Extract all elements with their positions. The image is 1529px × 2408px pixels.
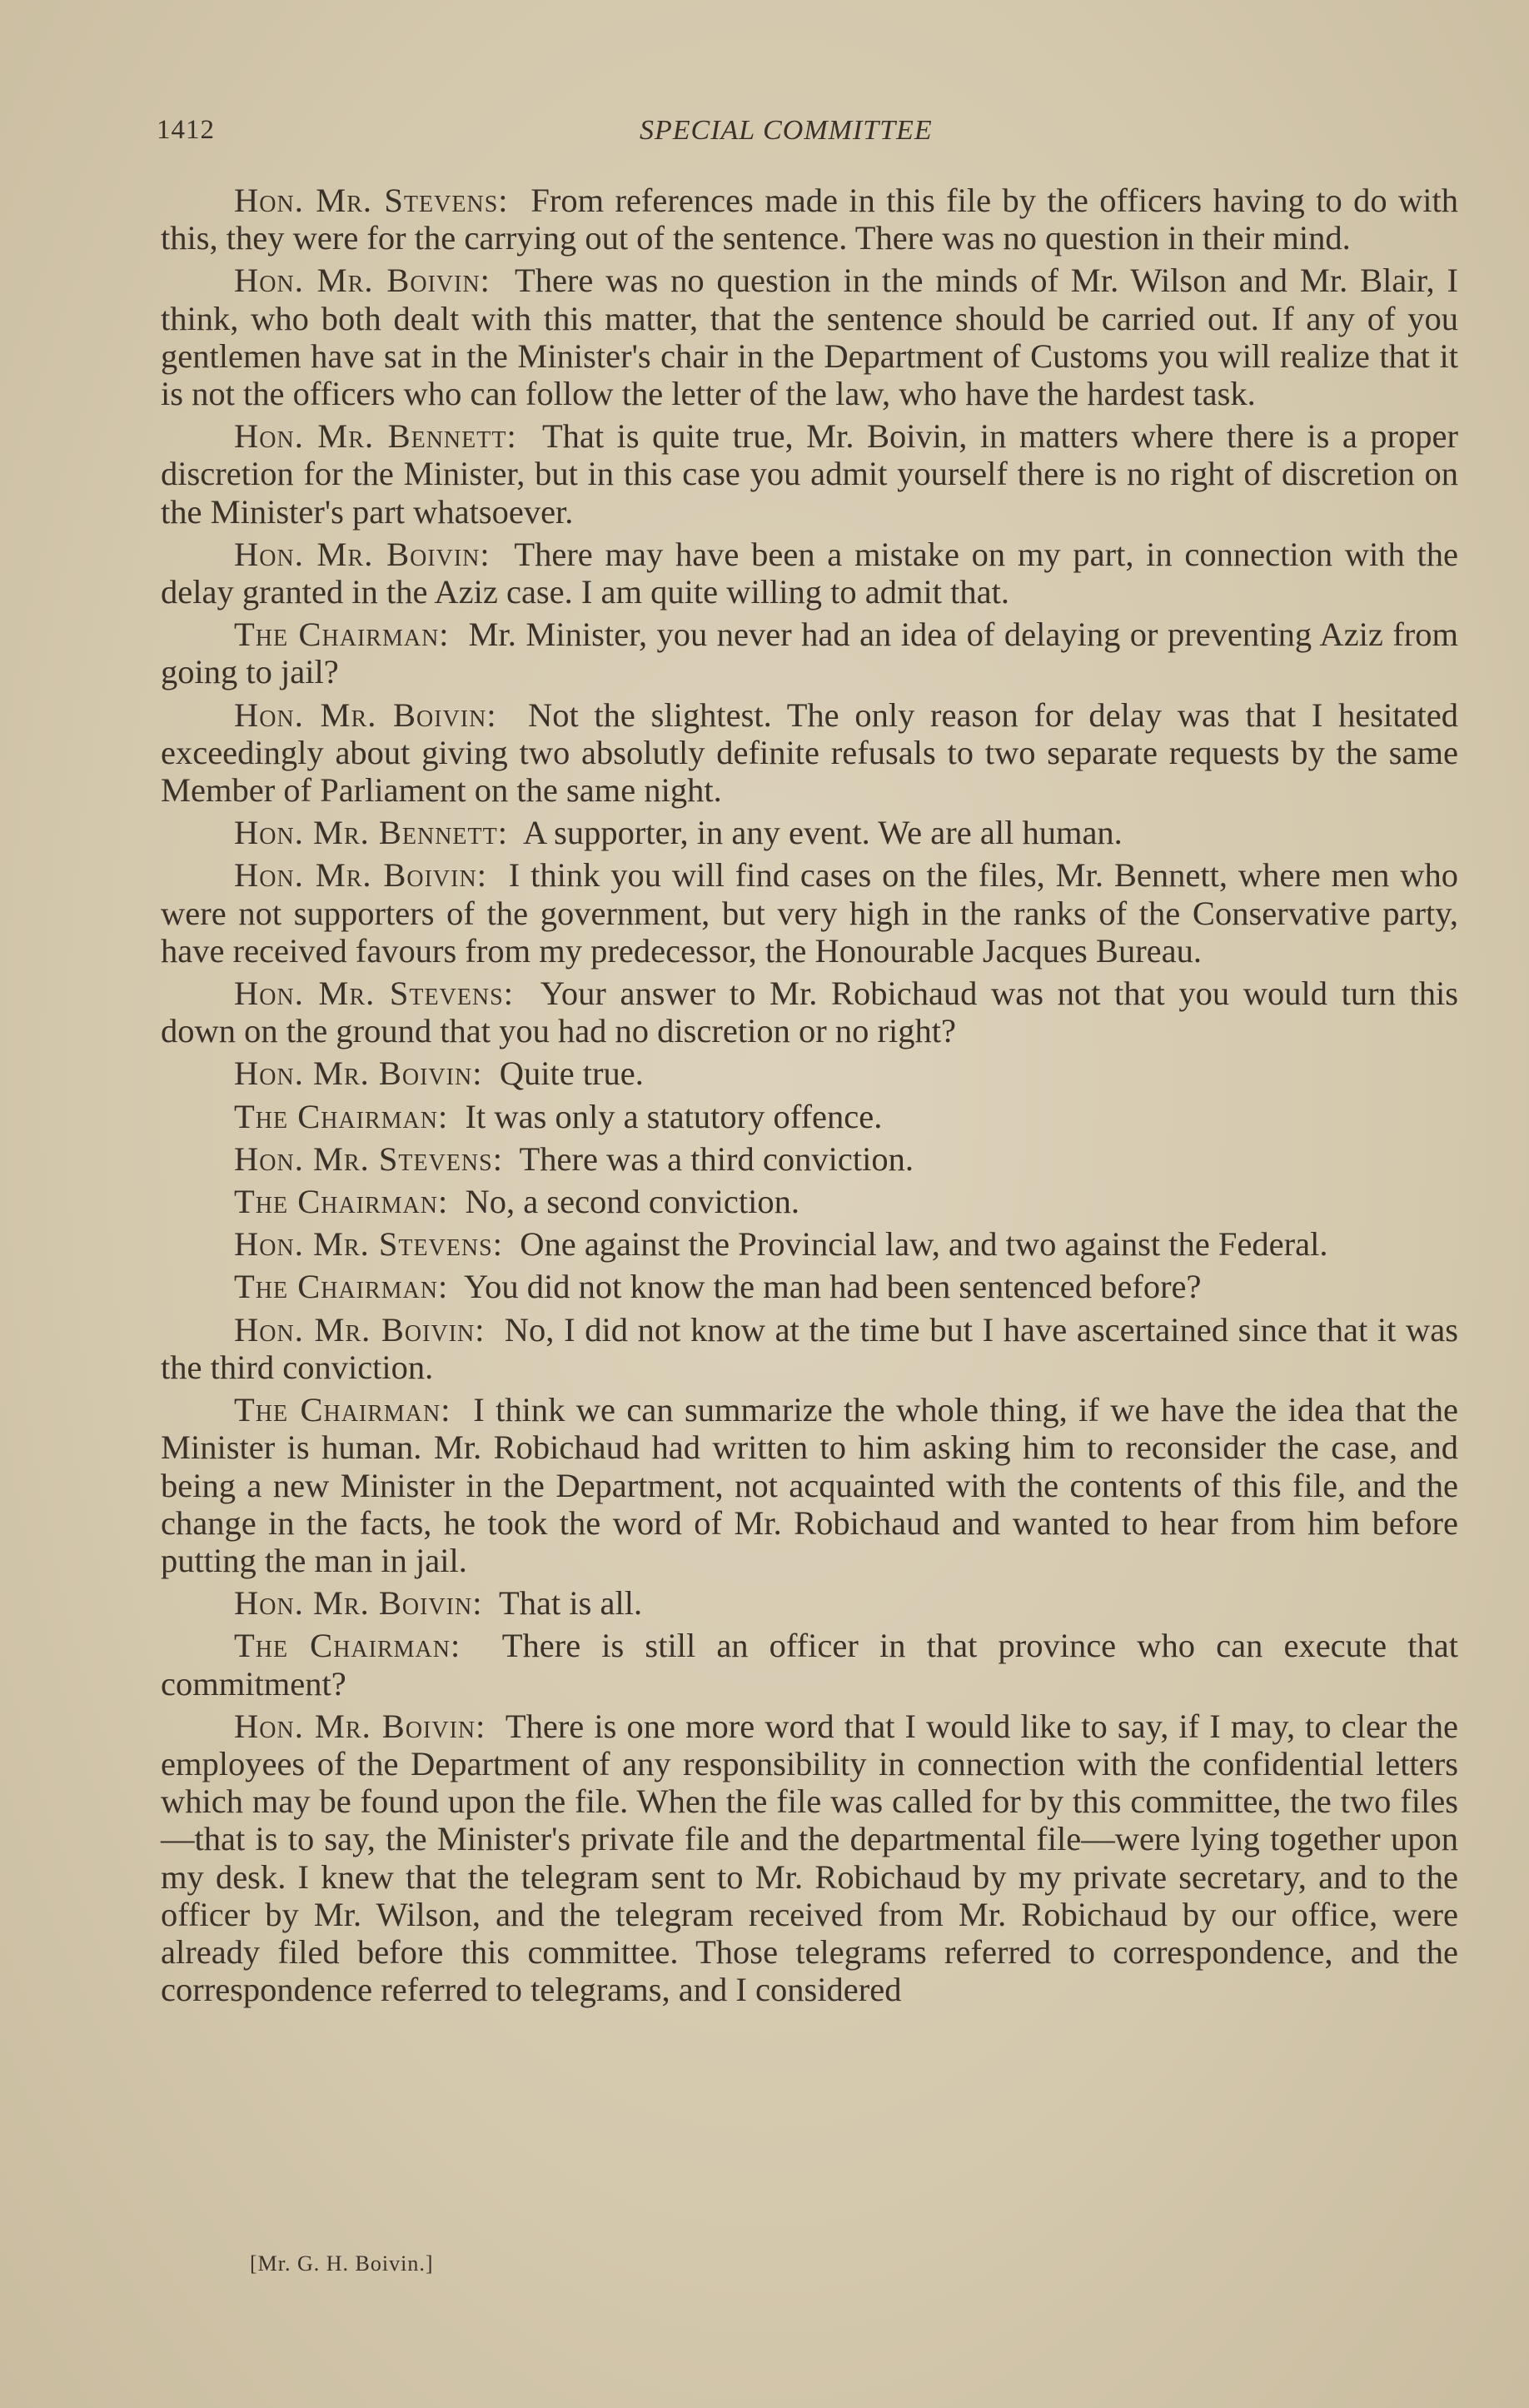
speaker-name: Hon. Mr. Stevens:	[234, 1139, 503, 1178]
speech-text: It was only a statutory offence.	[465, 1097, 883, 1135]
paragraph	[161, 417, 1458, 531]
speaker-name: Hon. Mr. Stevens:	[234, 975, 514, 1013]
paragraph	[161, 1584, 1458, 1622]
speech-text: There was no question in the minds of Mr. Wilson and Mr. Blair, I think, who both dealt with this matter, that the sentence should be carried out. If any of you gentlemen have sat in the Minister's chair in the Department of Customs you will realize that it is not the officers who can follow the letter of the law, who have the hardest task.	[161, 262, 1459, 413]
paragraph	[161, 1054, 1458, 1092]
speech-text: Mr. Minister, you never had an idea of delaying or preventing Aziz from going to jail?	[161, 616, 1459, 691]
speech-text: No, a second conviction.	[465, 1183, 800, 1221]
speaker-name: The Chairman:	[234, 1627, 461, 1665]
speech-text: You did not know the man had been sentenced before?	[463, 1268, 1202, 1306]
speaker-name: Hon. Mr. Boivin:	[234, 695, 497, 734]
paragraph	[161, 1391, 1458, 1579]
speaker-name: Hon. Mr. Boivin:	[234, 856, 487, 895]
speech-text: I think you will find cases on the files, Mr. Bennett, where men who were not supporters of the government, but very high in the ranks of the Conservative party, have received favours from my predecessor, the Honourable Jacques Bureau.	[161, 856, 1458, 970]
speech-text: A supporter, in any event. We are all human.	[523, 814, 1123, 852]
speech-text: Your answer to Mr. Robichaud was not that you would turn this down on the ground that you had no discretion or no right?	[161, 975, 1458, 1050]
paragraph	[161, 975, 1458, 1049]
speaker-name: Hon. Mr. Boivin:	[234, 535, 491, 573]
speaker-name: The Chairman:	[234, 1391, 451, 1429]
speaker-name: Hon. Mr. Stevens:	[234, 182, 509, 219]
speaker-name: The Chairman:	[234, 1268, 449, 1306]
running-head: SPECIAL COMMITTEE	[640, 115, 933, 146]
paragraph	[161, 1183, 1458, 1220]
paragraph	[161, 182, 1458, 257]
speech-text: That is all.	[498, 1584, 643, 1623]
paragraph	[161, 536, 1458, 611]
speaker-name: Hon. Mr. Bennett:	[234, 814, 508, 852]
paragraph	[161, 814, 1458, 851]
paragraph	[161, 1140, 1458, 1178]
speaker-name: Hon. Mr. Boivin:	[234, 1310, 486, 1349]
speaker-name: Hon. Mr. Boivin:	[234, 1584, 483, 1623]
speech-text: There is still an officer in that province who can execute that commitment?	[161, 1627, 1458, 1703]
speech-text: There is one more word that I would like to say, if I may, to clear the employees of the Department of any responsibility in connection with the confidential letters which may be found upon the file. When the file was called for by this committee, the two files—that is to say, the Minister's private file and the departmental file—were lying together upon my desk. I knew that the telegram sent to Mr. Robichaud by my private secretary, and to the officer by Mr. Wilson, and the telegram received from Mr. Robichaud by our office, were already filed before this committee. Those telegrams referred to correspondence, and the correspondence referred to telegrams, and I considered	[161, 1707, 1458, 2009]
paragraph	[161, 616, 1458, 690]
transcript-body	[161, 182, 1458, 2013]
paragraph	[161, 696, 1458, 810]
speaker-name: The Chairman:	[234, 1183, 449, 1221]
paragraph	[161, 856, 1458, 970]
paragraph	[161, 1311, 1458, 1386]
paragraph	[161, 1098, 1458, 1135]
speech-text: Quite true.	[499, 1054, 644, 1093]
page-header	[157, 115, 1456, 152]
speaker-name: The Chairman:	[234, 1097, 449, 1135]
paragraph	[161, 1708, 1458, 2009]
speaker-name: The Chairman:	[234, 616, 450, 654]
speaker-name: Hon. Mr. Boivin:	[234, 1054, 483, 1093]
speech-text: That is quite true, Mr. Boivin, in matters where there is a proper discretion for the Minister, but in this case you admit yourself there is no right of discretion on the Minister's part whatsoever.	[161, 417, 1458, 531]
speaker-name: Hon. Mr. Boivin:	[234, 1707, 486, 1745]
speaker-name: Hon. Mr. Boivin:	[234, 262, 491, 300]
speech-text: I think we can summarize the whole thing, if we have the idea that the Minister is human. Mr. Robichaud had written to him asking him to reconsider the case, and being a new Minister in the Department, not acquainted with the contents of this file, and the change in the facts, he took the word of Mr. Robichaud and wanted to hear from him before putting the man in jail.	[161, 1391, 1458, 1579]
speech-text: No, I did not know at the time but I have ascertained since that it was the third conviction.	[161, 1310, 1459, 1386]
footer-speaker-note: [Mr. G. H. Boivin.]	[250, 2251, 434, 2276]
paragraph	[161, 1225, 1458, 1263]
speaker-name: Hon. Mr. Stevens:	[234, 1225, 503, 1264]
speech-text: There may have been a mistake on my part, in connection with the delay granted in the Aziz case. I am quite willing to admit that.	[161, 535, 1458, 611]
paragraph	[161, 1268, 1458, 1305]
speech-text: Not the slightest. The only reason for delay was that I hesitated exceedingly about giving two absolutly definite refusals to two separate requests by the same Member of Parliament on the same night.	[161, 695, 1458, 810]
paragraph	[161, 1627, 1458, 1702]
speech-text: One against the Provincial law, and two against the Federal.	[520, 1225, 1328, 1264]
speech-text: From references made in this file by the officers having to do with this, they were for the carrying out of the sentence. There was no question in their mind.	[161, 182, 1458, 257]
page-number: 1412	[157, 115, 215, 145]
speech-text: There was a third conviction.	[519, 1139, 914, 1178]
paragraph	[161, 262, 1458, 412]
speaker-name: Hon. Mr. Bennett:	[234, 417, 517, 456]
